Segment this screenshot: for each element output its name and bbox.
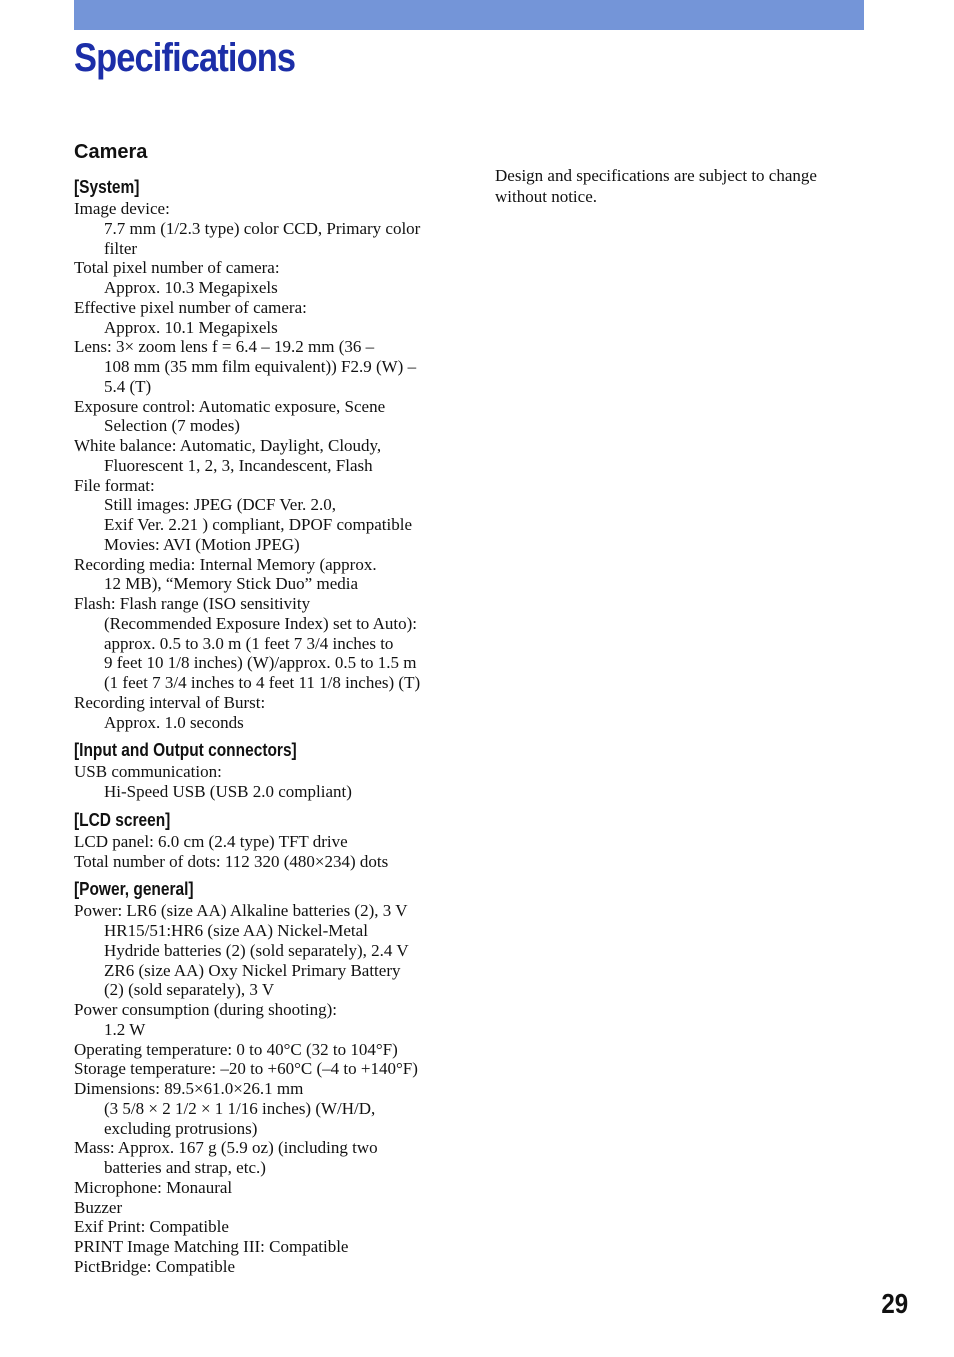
spec-line: Total number of dots: 112 320 (480×234) dots (74, 851, 389, 871)
power-spec-list (74, 901, 474, 1276)
spec-line-indented: 7.7 mm (1/2.3 type) color CCD, Primary color (104, 218, 421, 238)
lcd-spec-list (74, 832, 474, 872)
spec-line-indented: ZR6 (size AA) Oxy Nickel Primary Battery (104, 960, 401, 980)
spec-line-indented: 108 mm (35 mm film equivalent)) F2.9 (W) – (104, 357, 417, 376)
subsection-title-io: [Input and Output connectors] (74, 740, 297, 761)
spec-line: Exif Print: Compatible (74, 1217, 229, 1237)
spec-line-indented: Hi-Speed USB (USB 2.0 compliant) (104, 782, 352, 801)
section-title-camera: Camera (74, 141, 148, 163)
spec-line-indented: Movies: AVI (Motion JPEG) (104, 534, 300, 554)
spec-line: Image device: (74, 199, 170, 218)
spec-line: Flash: Flash range (ISO sensitivity (74, 594, 311, 613)
subsection-title-lcd: [LCD screen] (74, 809, 171, 830)
spec-line: Effective pixel number of camera: (74, 297, 307, 317)
spec-line-indented: 9 feet 10 1/8 inches) (W)/approx. 0.5 to 1.5 m (104, 653, 417, 673)
spec-line: without notice. (495, 187, 597, 206)
spec-line-indented: 1.2 W (104, 1019, 146, 1039)
spec-line: Storage temperature: –20 to +60°C (–4 to +140°F) (74, 1059, 418, 1079)
page-title: Specifications (74, 36, 296, 80)
subsection-title-system: [System] (74, 177, 140, 197)
spec-line-indented: (1 feet 7 3/4 inches to 4 feet 11 1/8 inches) (T) (104, 673, 421, 692)
header-accent-bar (74, 0, 864, 30)
spec-line-indented: HR15/51:HR6 (size AA) Nickel-Metal (104, 921, 368, 940)
spec-line-indented: Hydride batteries (2) (sold separately), 2.4 V (104, 940, 409, 960)
subsection-title-power: [Power, general] (74, 879, 194, 900)
spec-line-indented: 5.4 (T) (104, 376, 152, 396)
spec-line: Power: LR6 (size AA) Alkaline batteries (2), 3 V (74, 901, 408, 921)
spec-line-indented: filter (104, 238, 138, 258)
specs-column (74, 137, 474, 1277)
spec-line: Mass: Approx. 167 g (5.9 oz) (including two (74, 1138, 378, 1158)
spec-line: USB communication: (74, 762, 222, 782)
spec-line-indented: batteries and strap, etc.) (104, 1158, 266, 1177)
spec-line-indented: Approx. 1.0 seconds (104, 712, 244, 732)
spec-line: Total pixel number of camera: (74, 258, 280, 278)
spec-line: Design and specifications are subject to change (495, 166, 817, 185)
spec-line: White balance: Automatic, Daylight, Cloudy, (74, 436, 382, 455)
spec-line-indented: Fluorescent 1, 2, 3, Incandescent, Flash (104, 455, 373, 475)
spec-line: LCD panel: 6.0 cm (2.4 type) TFT drive (74, 831, 348, 851)
spec-line: Exposure control: Automatic exposure, Scene (74, 396, 386, 416)
system-spec-list (74, 199, 474, 732)
spec-line: Power consumption (during shooting): (74, 1000, 338, 1019)
spec-line-indented: (3 5/8 × 2 1/2 × 1 1/16 inches) (W/H/D, (104, 1098, 376, 1118)
spec-line: Buzzer (74, 1197, 123, 1217)
spec-line-indented: Still images: JPEG (DCF Ver. 2.0, (104, 495, 337, 515)
spec-line-indented: approx. 0.5 to 3.0 m (1 feet 7 3/4 inches to (104, 633, 394, 653)
spec-line: Microphone: Monaural (74, 1177, 233, 1197)
notice-text (495, 165, 865, 207)
spec-line: Recording interval of Burst: (74, 692, 266, 712)
spec-line-indented: Exif Ver. 2.21 ) compliant, DPOF compatible (104, 515, 413, 534)
spec-line-indented: Approx. 10.3 Megapixels (104, 278, 278, 297)
spec-line: Operating temperature: 0 to 40°C (32 to 104°F) (74, 1039, 398, 1059)
spec-line-indented: Approx. 10.1 Megapixels (104, 317, 278, 337)
spec-line-indented: Selection (7 modes) (104, 416, 240, 436)
spec-line: Recording media: Internal Memory (approx. (74, 554, 377, 574)
spec-line: Dimensions: 89.5×61.0×26.1 mm (74, 1079, 304, 1098)
spec-line-indented: (Recommended Exposure Index) set to Auto): (104, 613, 418, 633)
spec-line-indented: excluding protrusions) (104, 1118, 258, 1138)
spec-line: PictBridge: Compatible (74, 1256, 236, 1276)
spec-line: PRINT Image Matching III: Compatible (74, 1237, 349, 1256)
notice-column (495, 165, 865, 207)
spec-line: Lens: 3× zoom lens f = 6.4 – 19.2 mm (36 – (74, 337, 375, 357)
page-number: 29 (881, 1288, 908, 1319)
spec-line-indented: 12 MB), “Memory Stick Duo” media (104, 574, 359, 594)
spec-line-indented: (2) (sold separately), 3 V (104, 980, 275, 1000)
spec-line: File format: (74, 475, 155, 495)
io-spec-list (74, 762, 474, 802)
